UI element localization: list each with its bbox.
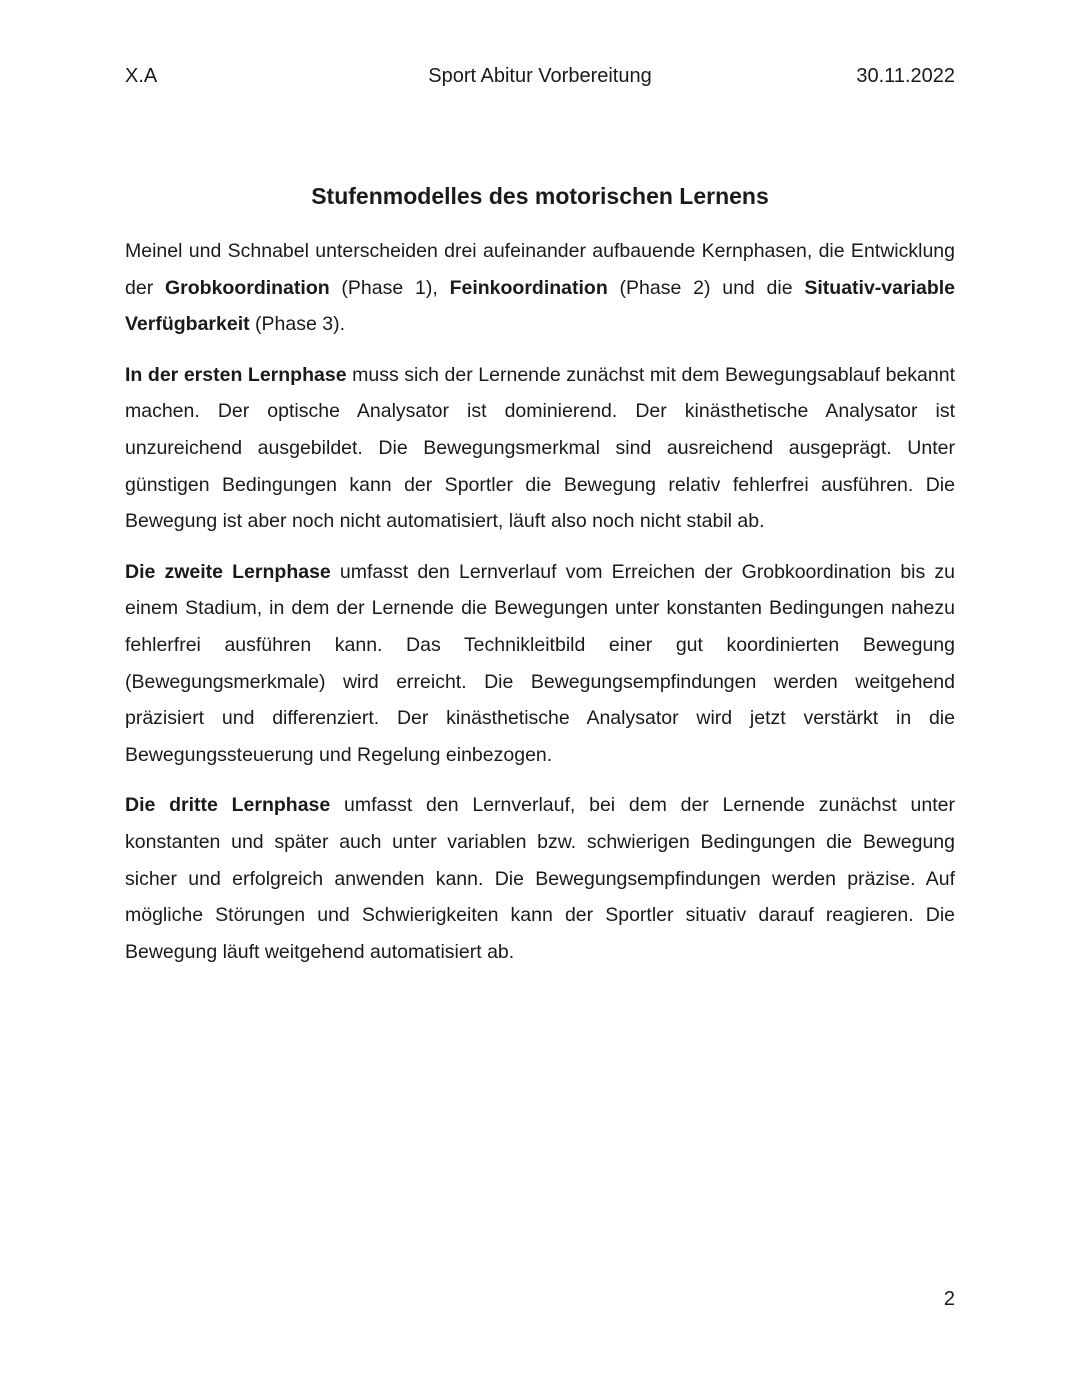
- text-run: (Phase 3).: [249, 313, 346, 336]
- text-run: muss sich der Lernende zunächst mit dem Bewegungsablauf bekannt machen. Der optische Analysator ist dominierend. Der kinästhetische Analysator ist unzureichend ausgebildet. Die Bewegungsmerkmal sind ausreichend ausgeprägt. Unter günstigen Bedingungen kann der Sportler die Bewegung relativ fehlerfrei ausführen. Die Bewegung ist aber noch nicht automatisiert, läuft also noch nicht stabil ab.: [125, 363, 955, 533]
- bold-term-grobkoordination: Grobkoordination: [164, 276, 330, 299]
- header-title: Sport Abitur Vorbereitung: [428, 65, 652, 87]
- document-body: [125, 233, 955, 984]
- text-run: Meinel und Schnabel unterscheiden drei aufeinander aufbauende Kernphasen, die Entwicklung der: [125, 240, 955, 299]
- text-run: umfasst den Lernverlauf, bei dem der Lernende zunächst unter konstanten und später auch unter variablen bzw. schwierigen Bedingungen die Bewegung sicher und erfolgreich anwenden kann. Die Bewegungsempfindungen werden präzise. Auf mögliche Störungen und Schwierigkeiten kann der Sportler situativ darauf reagieren. Die Bewegung läuft weitgehend automatisiert ab.: [125, 794, 955, 963]
- paragraph-phase-2: [125, 554, 955, 774]
- page-header: [125, 62, 955, 92]
- paragraph-intro: [125, 233, 955, 343]
- text-run: umfasst den Lernverlauf vom Erreichen der Grobkoordination bis zu einem Stadium, in dem der Lernende die Bewegungen unter konstanten Bedingungen nahezu fehlerfrei ausführen kann. Das Technikleitbild einer gut koordinierten Bewegung (Bewegungsmerkmale) wird erreicht. Die Bewegungsempfindungen werden weitgehend präzisiert und differenziert. Der kinästhetische Analysator wird jetzt verstärkt in die Bewegungssteuerung und Regelung einbezogen.: [125, 560, 955, 766]
- text-run: (Phase 1),: [329, 276, 450, 299]
- header-author: X.A: [125, 65, 158, 87]
- text-run: (Phase 2) und die: [607, 276, 805, 299]
- bold-lead-phase-3: Die dritte Lernphase: [125, 794, 331, 817]
- page-number: 2: [943, 1288, 955, 1310]
- bold-term-situativ-variable: Situativ-variable Verfügbarkeit: [125, 276, 956, 336]
- bold-lead-phase-2: Die zweite Lernphase: [125, 560, 331, 583]
- document-title: Stufenmodelles des motorischen Lernens: [311, 183, 769, 209]
- paragraph-phase-3: [125, 787, 955, 970]
- header-date: 30.11.2022: [856, 65, 955, 87]
- bold-lead-phase-1: In der ersten Lernphase: [125, 363, 347, 386]
- paragraph-phase-1: [125, 357, 955, 540]
- bold-term-feinkoordination: Feinkoordination: [449, 276, 608, 299]
